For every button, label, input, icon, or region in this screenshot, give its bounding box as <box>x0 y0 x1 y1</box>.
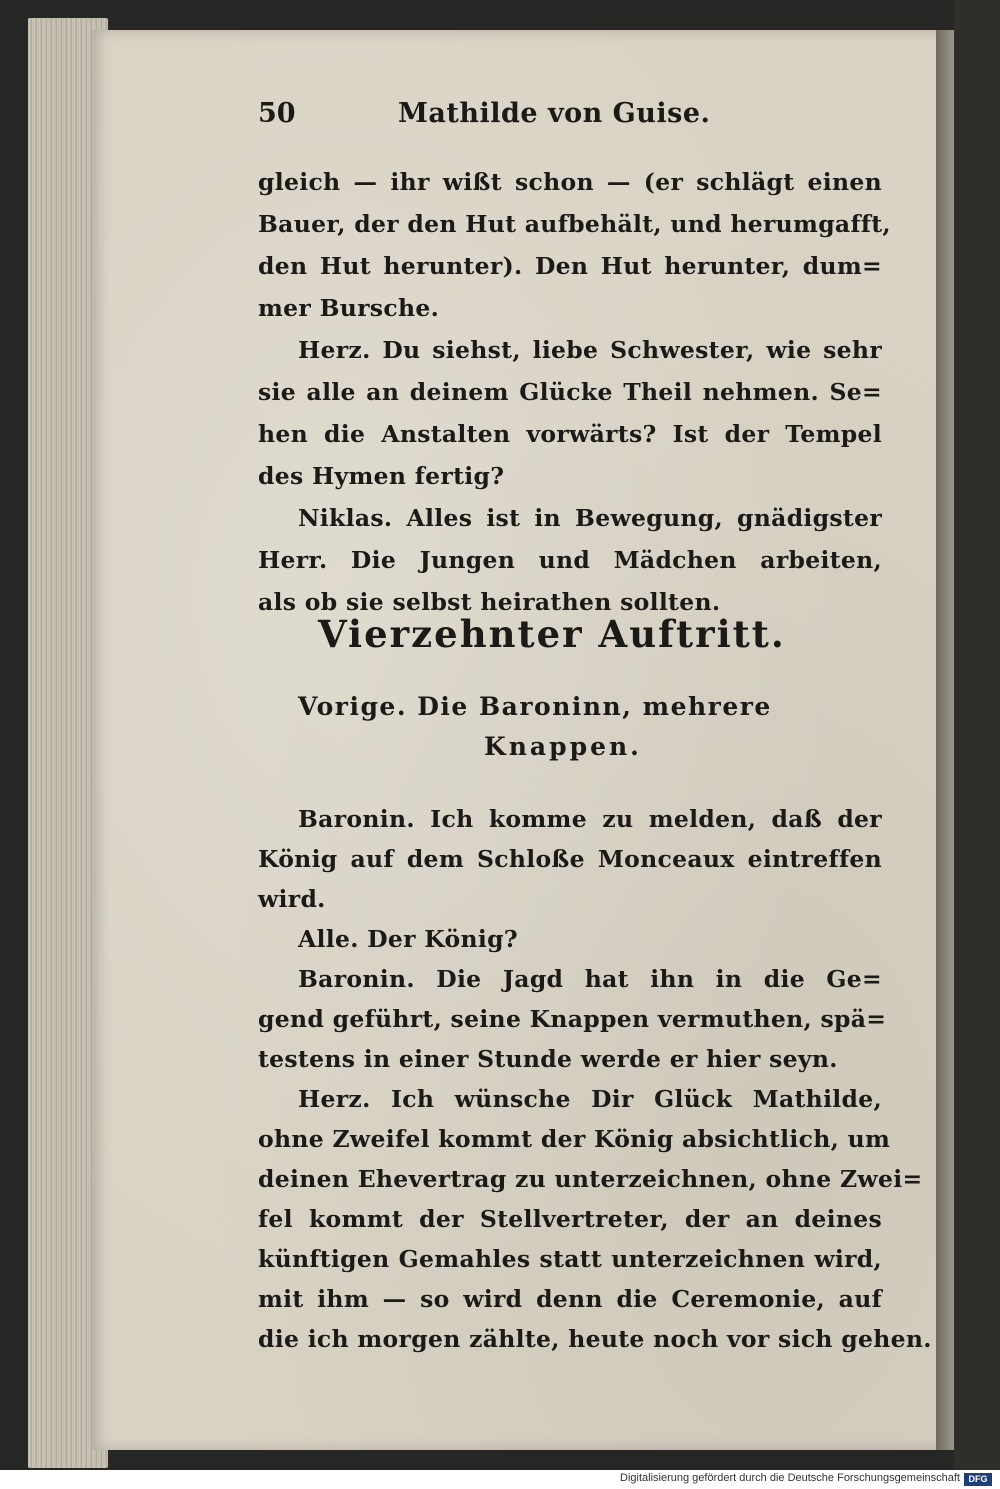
dfg-logo-icon: DFG <box>964 1473 992 1486</box>
text-line: die ich morgen zählte, heute noch vor sich gehen. <box>258 1325 932 1353</box>
text-line: fel kommt der Stellvertreter, der an deines <box>258 1205 882 1233</box>
running-title: Mathilde von Guise. <box>398 98 711 129</box>
text-line: Bauer, der den Hut aufbehält, und herumgafft, <box>258 210 891 238</box>
text-line: gend geführt, seine Knappen vermuthen, spä= <box>258 1005 887 1033</box>
page-header <box>258 98 882 138</box>
text-line: Herz. Ich wünsche Dir Glück Mathilde, <box>298 1085 882 1113</box>
scene-title: Vierzehnter Auftritt. <box>318 612 786 656</box>
cast-line: Knappen. <box>484 732 642 761</box>
text-line: mit ihm — so wird denn die Ceremonie, auf <box>258 1285 882 1313</box>
text-line: Alle. Der König? <box>298 925 518 953</box>
text-line: König auf dem Schloße Monceaux eintreffen <box>258 845 882 873</box>
cast-line: Vorige. Die Baroninn, mehrere <box>298 692 772 721</box>
text-line: den Hut herunter). Den Hut herunter, dum= <box>258 252 882 280</box>
text-line: hen die Anstalten vorwärts? Ist der Tempel <box>258 420 882 448</box>
text-line: gleich — ihr wißt schon — (er schlägt einen <box>258 168 882 196</box>
page-number: 50 <box>258 98 296 129</box>
text-line: Herr. Die Jungen und Mädchen arbeiten, <box>258 546 882 574</box>
text-line: mer Bursche. <box>258 294 440 322</box>
funding-credit: Digitalisierung gefördert durch die Deutsche Forschungsgemeinschaft <box>620 1472 960 1484</box>
text-line: Baronin. Ich komme zu melden, daß der <box>298 805 882 833</box>
text-line: künftigen Gemahles statt unterzeichnen wird, <box>258 1245 882 1273</box>
text-line: Herz. Du siehst, liebe Schwester, wie sehr <box>298 336 882 364</box>
text-line: Baronin. Die Jagd hat ihn in die Ge= <box>298 965 882 993</box>
text-line: wird. <box>258 885 326 913</box>
book-spine-edge <box>936 30 954 1450</box>
digitization-footer <box>0 1470 1000 1489</box>
text-line: testens in einer Stunde werde er hier seyn. <box>258 1045 838 1073</box>
scan-background <box>954 0 1000 1470</box>
text-line: deinen Ehevertrag zu unterzeichnen, ohne Zwei= <box>258 1165 923 1193</box>
text-line: als ob sie selbst heirathen sollten. <box>258 588 721 616</box>
text-line: ohne Zweifel kommt der König absichtlich, um <box>258 1125 891 1153</box>
text-line: Niklas. Alles ist in Bewegung, gnädigster <box>298 504 882 532</box>
text-line: des Hymen fertig? <box>258 462 505 490</box>
text-line: sie alle an deinem Glücke Theil nehmen. Se= <box>258 378 882 406</box>
